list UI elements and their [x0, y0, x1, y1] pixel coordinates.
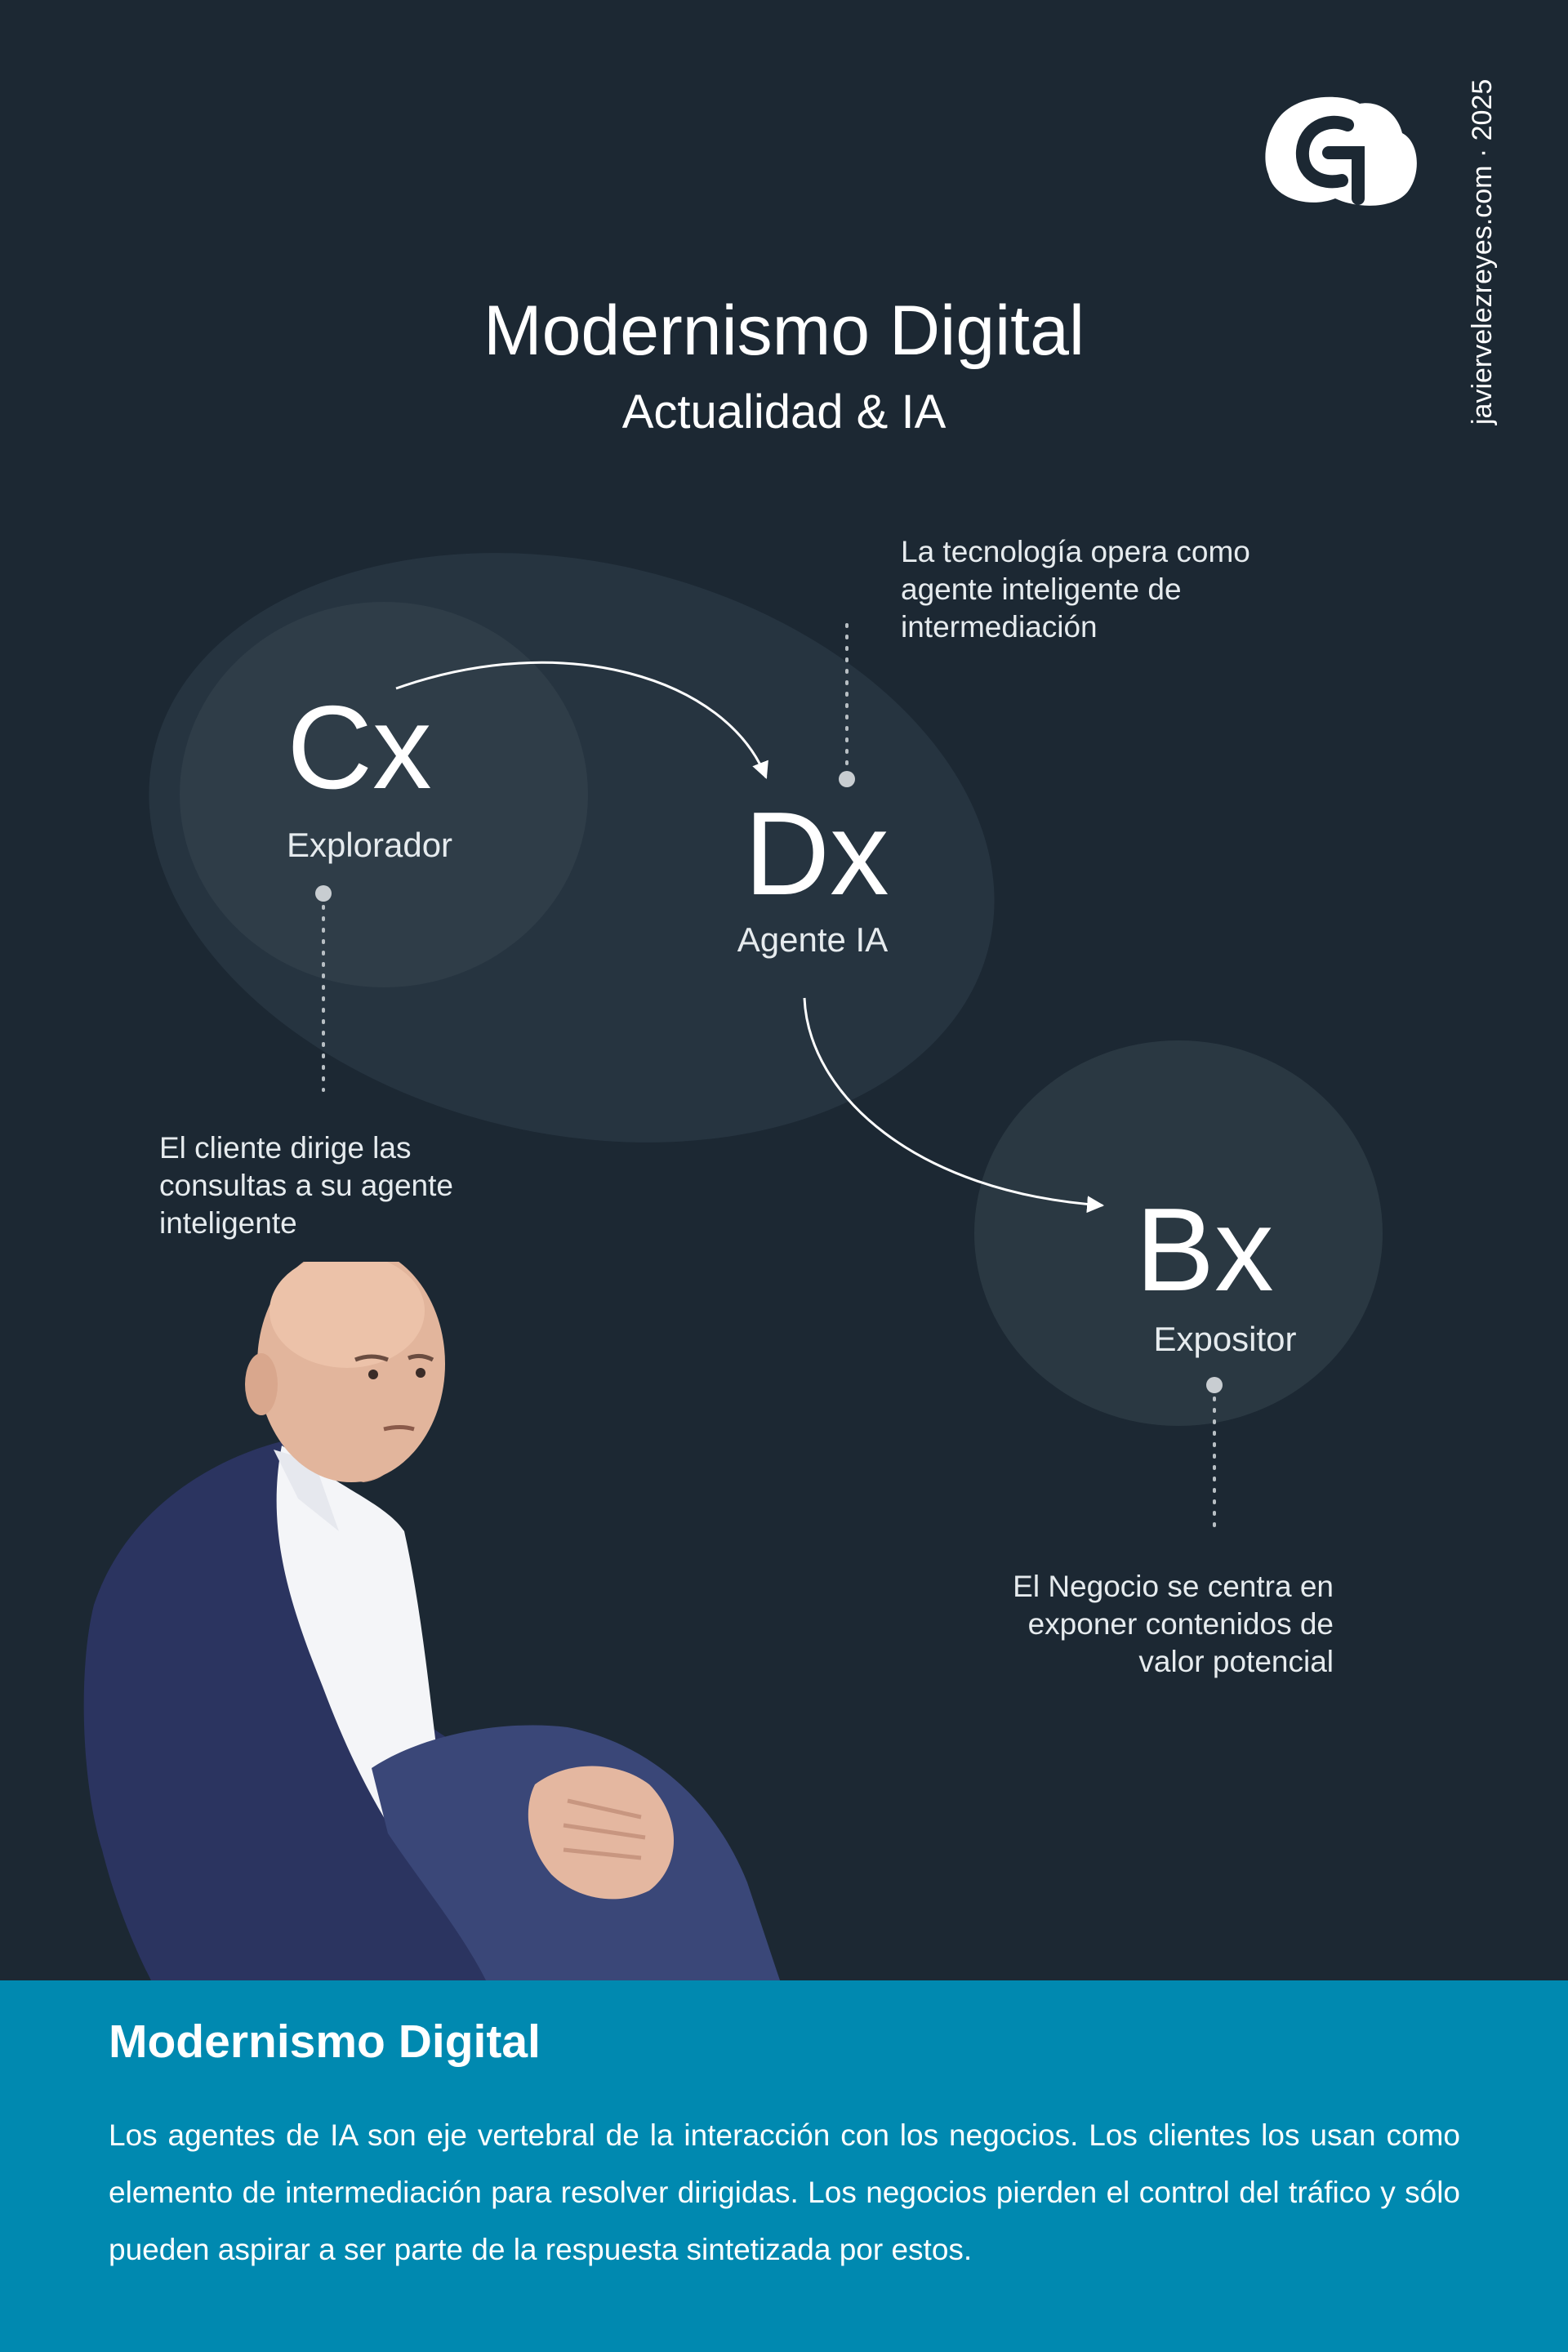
bx-node-code: Bx: [1135, 1183, 1274, 1316]
page-title: Modernismo Digital: [483, 292, 1085, 370]
bx-note-dot: [1206, 1377, 1223, 1393]
bx-note-line: valor potencial: [1138, 1645, 1334, 1678]
cx-node-label: Explorador: [286, 826, 453, 864]
dx-note-line: intermediación: [901, 610, 1098, 644]
bx-note-line: exponer contenidos de: [1027, 1607, 1334, 1641]
bx-note: [939, 1568, 1334, 1681]
dx-note: [901, 533, 1293, 646]
cx-note-line: inteligente: [159, 1206, 297, 1240]
dx-node-label: Agente IA: [737, 920, 889, 959]
footer-body: Los agentes de IA son eje vertebral de la interacción con los negocios. Los clientes los usan como elemento de intermediación para resolver dirigidas. Los negocios pierden el control del tráfico y sólo pueden aspirar a ser parte de la respuesta sintetizada por estos.: [109, 2118, 1460, 2266]
cx-note: [159, 1129, 502, 1242]
cx-node-code: Cx: [287, 681, 432, 813]
bx-node-label: Expositor: [1153, 1320, 1297, 1358]
dx-note-line: La tecnología opera como: [901, 535, 1250, 568]
footer-title: Modernismo Digital: [109, 2016, 541, 2068]
page-subtitle: Actualidad & IA: [621, 385, 947, 439]
author-portrait: [78, 1262, 780, 1980]
dx-node-code: Dx: [744, 787, 889, 920]
dx-note-line: agente inteligente de: [901, 572, 1182, 606]
gc-cloud-logo-icon: [1262, 94, 1425, 212]
bx-note-line: El Negocio se centra en: [1013, 1570, 1334, 1603]
cx-note-line: consultas a su agente: [159, 1169, 453, 1202]
dx-note-dot: [839, 771, 855, 787]
cx-note-dot: [315, 885, 332, 902]
cx-note-line: El cliente dirige las: [159, 1131, 412, 1165]
side-credit-text: javiervelezreyes.com · 2025: [1467, 78, 1498, 425]
